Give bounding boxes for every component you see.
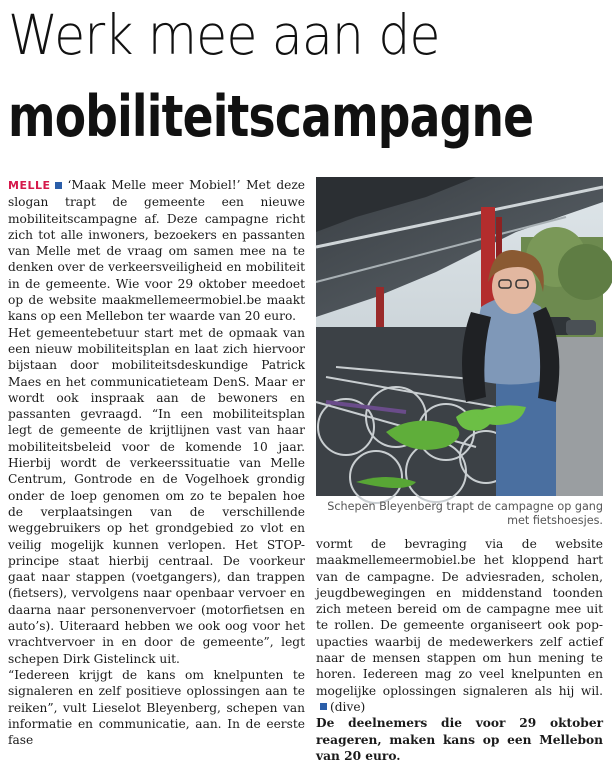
signoff: (dive)	[330, 699, 366, 714]
bullet-square-icon	[55, 182, 62, 189]
paragraph-1-text: ‘Maak Melle meer Mobiel!’ Met deze slogan trapt de gemeente een nieuwe mobiliteitscampagne af. Deze campagne richt zich tot alle inwoners, bezoekers en passanten van Melle met de vraag om samen mee na te denken over de verkeersveiligheid en mobiliteit in de gemeente. Wie voor 29 oktober meedoet op de website maakmellemeermobiel.be maakt kans op een Mellebon ter waarde van 20 euro.	[8, 178, 305, 324]
article-photo	[308, 177, 603, 496]
headline-line-1: Werk mee aan de	[8, 3, 440, 67]
closing-statement: De deelnemers die voor 29 oktober reageren, maken kans op een Mellebon van 20 euro.	[316, 716, 603, 763]
headline-line-2: mobiliteitscampagne	[8, 84, 534, 150]
article-paragraph-3: “Iedereen krijgt de kans om knelpunten te signaleren en zelf positieve oplossingen aan te reiken”, vult Lieselot Bleyenberg, schepen van informatie en communicatie, aan. In de eerste fase	[8, 667, 305, 748]
photo-credit: © DIVE	[308, 191, 317, 223]
article-column-left	[8, 177, 305, 757]
article-paragraph-2: Het gemeentebetuur start met de opmaak van een nieuw mobiliteitsplan en laat zich hiervoor bijstaan door mobiliteitsdeskundige Patrick Maes en het communicatieteam DenS. Maar er wordt ook inspraak aan de bewoners en passanten gevraagd. “In een mobiliteitsplan legt de gemeente de krijtlijnen vast van haar mobiliteitsbeleid voor de komende 10 jaar. Hierbij wordt de verkeerssituatie van Melle Centrum, Gontrode en de Vogelhoek grondig onder de loep genomen om zo te bepalen hoe de verplaatsingen van de verschillende weggebruikers op het grondgebied zo vlot en veilig mogelijk kunnen verlopen. Het STOP-principe staat hierbij centraal. De voorkeur gaat naar stappen (voetgangers), dan trappen (fietsers), vervolgens naar openbaar vervoer en daarna naar personenvervoer (motorfietsen en auto’s). Uiteraard hebben we ook oog voor het vrachtvervoer in en door de gemeente”, legt schepen Dirk Gistelinck uit.	[8, 325, 305, 666]
article-paragraph-1	[8, 177, 305, 325]
dateline: MELLE	[8, 179, 51, 192]
article-paragraph-right: vormt de bevraging via de website maakmellemeermobiel.be het kloppend hart van de campagne. De adviesraden, scholen, jeugdbewegingen en middenstand toonden zich meteen bereid om de campagne mee uit te rollen. De gemeente organiseert ook pop-upacties waarbij de medewerkers zelf actief naar de mensen stappen om hun mening te horen. Iedereen mag zo veel knelpunten en mogelijke oplossingen signaleren als hij wil.(dive)	[316, 537, 603, 714]
article-column-right	[316, 536, 603, 764]
end-square-icon	[320, 703, 327, 710]
photo-caption: Schepen Bleyenberg trapt de campagne op gang met fietshoesjes.	[327, 500, 603, 527]
